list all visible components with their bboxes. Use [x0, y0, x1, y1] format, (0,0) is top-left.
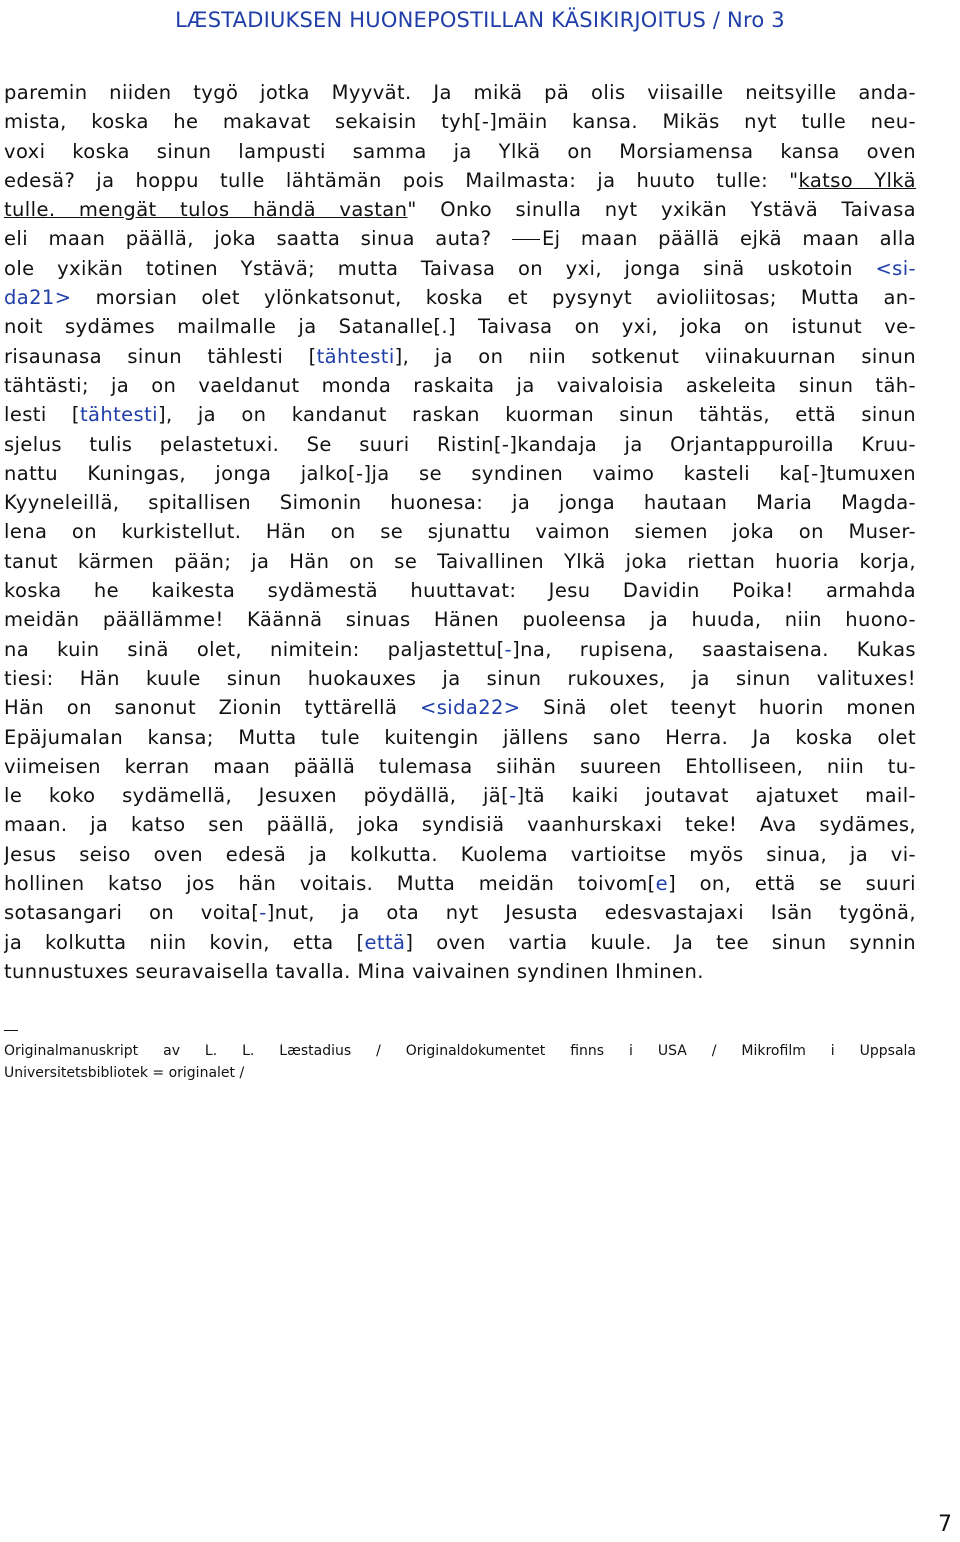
text-line	[4, 400, 916, 429]
text-span: le koko sydämellä, Jesuxen pöydällä, jä[	[4, 784, 510, 808]
main-text-body	[4, 78, 916, 986]
text-line	[4, 869, 916, 898]
text-span: lesti [	[4, 403, 80, 427]
text-span: sotasangari on voita[	[4, 901, 260, 925]
text-line	[4, 781, 916, 810]
text-line	[4, 928, 916, 957]
text-line	[4, 166, 916, 195]
text-line	[4, 898, 916, 927]
text-span: Ej maan päällä ejkä maan alla	[541, 227, 916, 251]
text-line	[4, 576, 916, 605]
text-line	[4, 224, 916, 253]
text-line	[4, 664, 916, 693]
text-line	[4, 752, 916, 781]
text-line	[4, 254, 916, 283]
footnote-line: Universitetsbibliotek = originalet /	[4, 1065, 245, 1081]
text-line	[4, 547, 916, 576]
text-line	[4, 195, 916, 224]
text-span: ja kolkutta niin kovin, etta [	[4, 930, 365, 954]
text-line	[4, 488, 916, 517]
inserted-text: e	[655, 872, 669, 896]
inserted-text: -	[509, 784, 517, 808]
text-line	[4, 605, 916, 634]
underlined-text: katso Ylkä	[798, 168, 916, 192]
text-span: maan. ja katso sen päällä, joka syndisiä vaanhurskaxi teke! Ava sydämes,	[4, 813, 916, 837]
text-line	[4, 137, 916, 166]
text-line	[4, 693, 916, 722]
text-span: tiesi: Hän kuule sinun huokauxes ja sinun rukouxes, ja sinun valituxes!	[4, 666, 916, 690]
text-span: edesä? ja hoppu tulle lähtämän pois Mailmasta: ja huuto tulle: "	[4, 168, 799, 192]
inserted-text: <si-	[875, 256, 916, 280]
text-span: koska he kaikesta sydämestä huuttavat: Jesu Davidin Poika! armahda	[4, 579, 916, 603]
text-span: ]na, rupisena, saastaisena. Kukas	[512, 637, 916, 661]
text-line	[4, 283, 916, 312]
text-span: paremin niiden tygö jotka Myyvät. Ja mikä pä olis viisaille neitsyille anda-	[4, 81, 916, 104]
text-line	[4, 430, 916, 459]
text-span: sjelus tulis pelastetuxi. Se suuri Ristin[-]kandaja ja Orjantappuroilla Kruu-	[4, 432, 916, 456]
text-span: na kuin sinä olet, nimitein: paljastettu[	[4, 637, 505, 661]
text-line	[4, 957, 916, 986]
text-span: nattu Kuningas, jonga jalko[-]ja se syndinen vaimo kasteli ka[-]tumuxen	[4, 461, 916, 485]
text-span: eli maan päällä, joka saatta sinua auta?	[4, 227, 512, 251]
text-span: morsian olet ylönkatsonut, koska et pysynyt avioliitosas; Mutta an-	[71, 286, 916, 310]
inserted-text: tähtesti	[316, 344, 395, 368]
text-span: Kyyneleillä, spitallisen Simonin huonesa: ja jonga hautaan Maria Magda-	[4, 491, 916, 515]
inserted-text: että	[364, 930, 406, 954]
footnote-divider	[4, 1030, 18, 1031]
text-line	[4, 635, 916, 664]
text-span: Epäjumalan kansa; Mutta tule kuitengin jällens sano Herra. Ja koska olet	[4, 725, 916, 749]
page-number: 7	[938, 1512, 952, 1537]
text-span: mista, koska he makavat sekaisin tyh[-]mäin kansa. Mikäs nyt tulle neu-	[4, 110, 916, 134]
text-span: Hän on sanonut Zionin tyttärellä	[4, 696, 420, 720]
footnote	[4, 1040, 916, 1084]
text-span: ole yxikän totinen Ystävä; mutta Taivasa on yxi, jonga sinä uskotoin	[4, 256, 876, 280]
text-span: noit sydämes mailmalle ja Satanalle[.] Taivasa on yxi, joka on istunut ve-	[4, 315, 916, 339]
text-span: ], ja on niin sotkenut viinakuurnan sinun	[394, 344, 916, 368]
inserted-text: -	[259, 901, 267, 925]
text-span: ] oven vartia kuule. Ja tee sinun synnin	[405, 930, 916, 954]
text-line	[4, 840, 916, 869]
text-line	[4, 459, 916, 488]
text-line	[4, 78, 916, 107]
text-line	[4, 517, 916, 546]
text-line	[4, 107, 916, 136]
text-line	[4, 342, 916, 371]
text-span: tunnustuxes seuravaisella tavalla. Mina vaivainen syndinen Ihminen.	[4, 959, 704, 983]
text-span: ], ja on kandanut raskan kuorman sinun tähtäs, että sinun	[157, 403, 916, 427]
inserted-text: -	[504, 637, 513, 661]
footnote-line: Originalmanuskript av L. L. Læstadius / Originaldokumentet finns i USA / Mikrofilm i Uppsala	[4, 1043, 916, 1059]
underlined-text: tulle. mengät tulos händä vastan	[4, 198, 408, 222]
text-span: " Onko sinulla nyt yxikän Ystävä Taivasa	[407, 198, 916, 222]
text-span: viimeisen kerran maan päällä tulemasa siihän suureen Ehtolliseen, niin tu-	[4, 754, 916, 778]
text-line	[4, 810, 916, 839]
text-span: Sinä olet teenyt huorin monen	[520, 696, 916, 720]
text-span: meidän päällämme! Käännä sinuas Hänen puoleensa ja huuda, niin huono-	[4, 608, 916, 632]
text-line	[4, 371, 916, 400]
text-span: hollinen katso jos hän voitais. Mutta meidän toivom[	[4, 872, 656, 896]
text-span: voxi koska sinun lampusti samma ja Ylkä on Morsiamensa kansa oven	[4, 139, 916, 163]
text-span: Jesus seiso oven edesä ja kolkutta. Kuolema vartioitse myös sinua, ja vi-	[4, 842, 916, 866]
page-header-title: LÆSTADIUKSEN HUONEPOSTILLAN KÄSIKIRJOITUS / Nro 3	[175, 8, 785, 32]
text-span: lena on kurkistellut. Hän on se sjunattu vaimon siemen joka on Muser-	[4, 520, 916, 544]
inserted-text: <sida22>	[419, 696, 521, 720]
text-span: ] on, että se suuri	[668, 872, 916, 896]
text-span: ]tä kaiki joutavat ajatuxet mail-	[516, 784, 916, 808]
text-span: ]nut, ja ota nyt Jesusta edesvastajaxi Isän tygönä,	[266, 901, 916, 925]
text-span: tähtästi; ja on vaeldanut monda raskaita ja vaivaloisia askeleita sinun täh-	[4, 373, 916, 397]
text-line	[4, 312, 916, 341]
dash-rule	[512, 239, 540, 240]
inserted-text: tähtesti	[79, 403, 158, 427]
text-line	[4, 723, 916, 752]
text-span: risaunasa sinun tählesti [	[4, 344, 317, 368]
text-span: tanut kärmen pään; ja Hän on se Taivallinen Ylkä joka riettan huoria korja,	[4, 549, 916, 573]
inserted-text: da21>	[4, 286, 72, 310]
